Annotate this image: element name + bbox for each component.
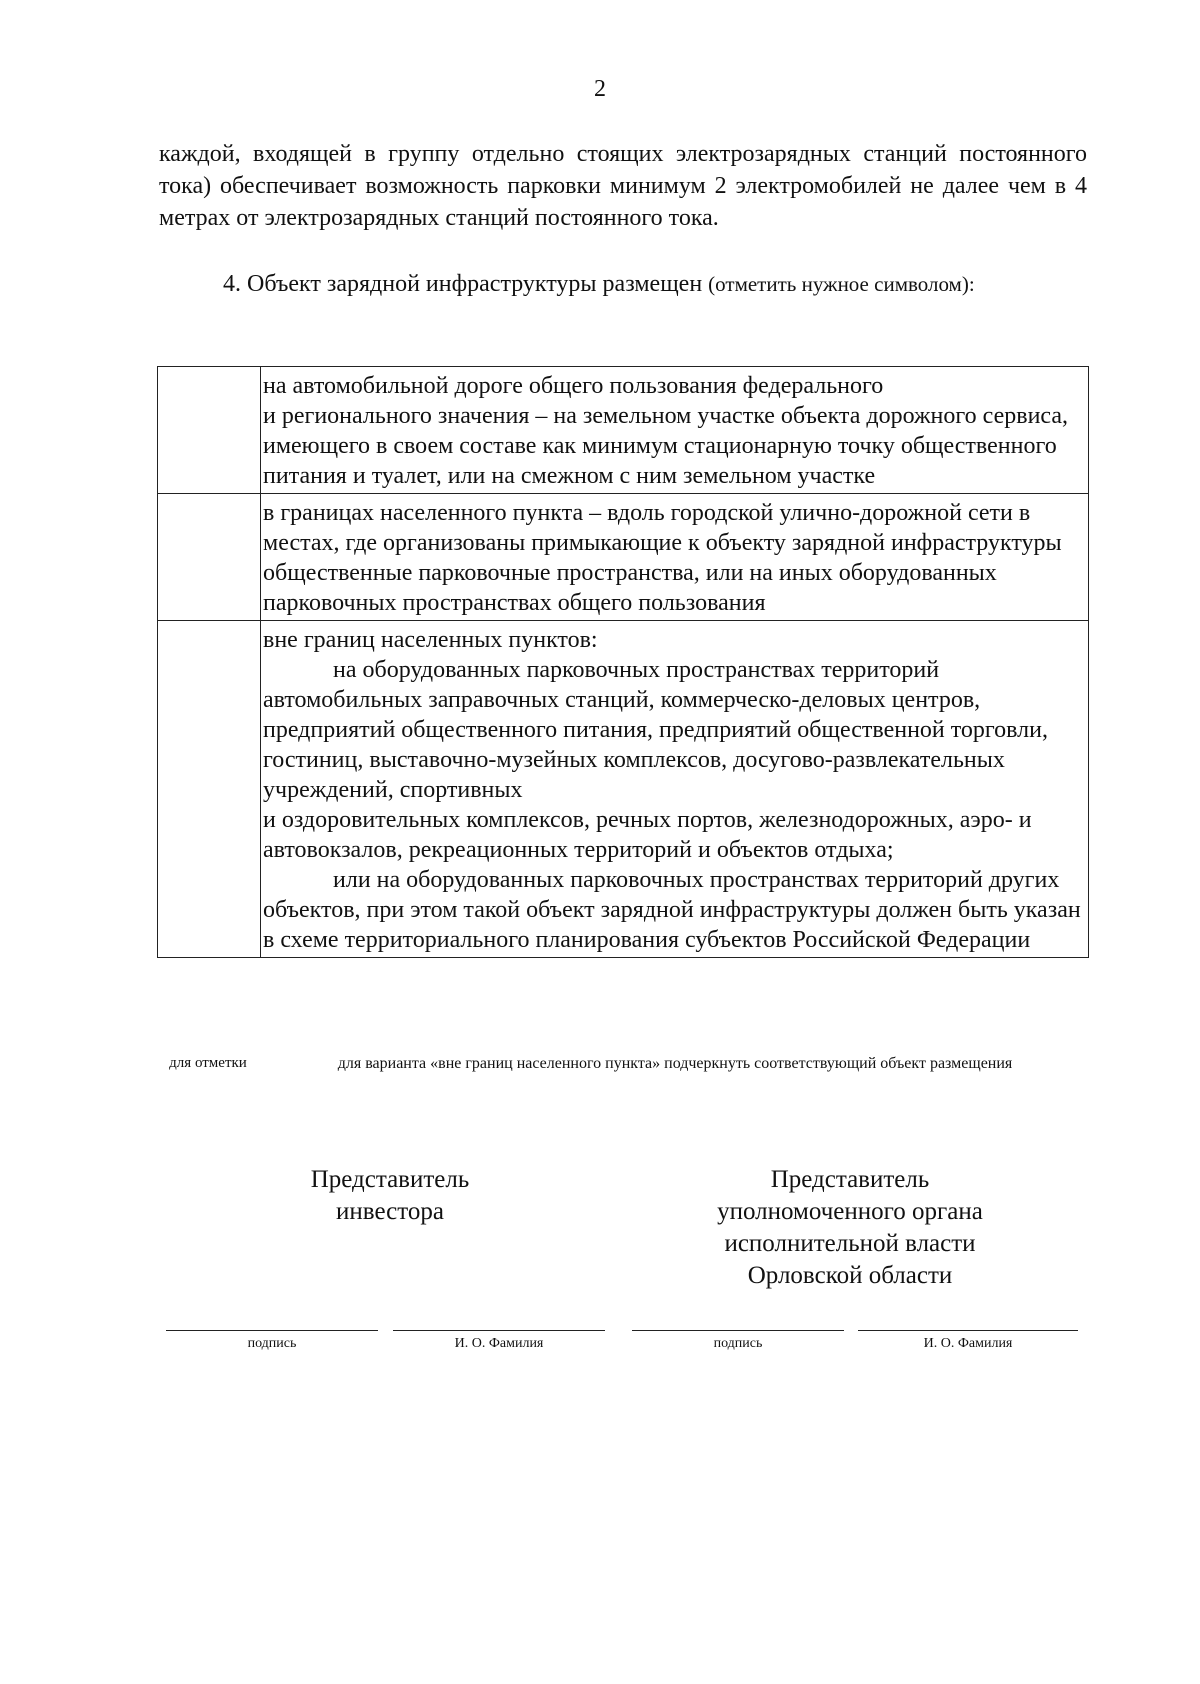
option-outside-settlement-heading: вне границ населенных пунктов: — [263, 627, 598, 653]
option-text-cell — [261, 621, 1089, 958]
option-federal-road: на автомобильной дороге общего пользования федерального и регионального значения – на земельном участке объекта дорожного сервиса, имеющего в своем составе как минимум стационарную точку общественного питания и туалет, или на смежном с ним земельном участке — [263, 373, 1069, 489]
page-number: 2 — [594, 76, 606, 102]
authority-name-line[interactable] — [858, 1330, 1078, 1331]
authority-line-3: исполнительной власти — [724, 1230, 976, 1257]
option-within-settlement: в границах населенного пункта – вдоль городской улично-дорожной сети в местах, где организованы примыкающие к объекту зарядной инфраструктуры общественные парковочные пространства, или на иных оборудованных парковочных пространствах общего пользования — [263, 500, 1062, 616]
option-outside-settlement-para-1: на оборудованных парковочных пространствах территорий автомобильных заправочных станций, коммерческо-деловых центров, предприятий общественного питания, предприятий общественной торговли, гостиниц, выставочно-музейных комплексов, досугово-развлекательных учреждений, спортивных и оздоровительных комплексов, речных портов, железнодорожных, аэро- и автовокзалов, рекреационных территорий и объектов отдыха; — [263, 657, 1049, 863]
authority-representative — [660, 1164, 1040, 1292]
investor-signature-caption: подпись — [247, 1336, 297, 1351]
option-mark-cell-3[interactable] — [158, 621, 261, 958]
mark-column-note: для отметки — [169, 1055, 247, 1071]
option-mark-cell-1[interactable] — [158, 367, 261, 494]
authority-signature-caption: подпись — [713, 1336, 763, 1351]
authority-signature-line[interactable] — [632, 1330, 844, 1331]
authority-line-4: Орловской области — [747, 1262, 953, 1289]
investor-name-caption: И. О. Фамилия — [454, 1336, 544, 1351]
investor-line-2: инвестора — [336, 1198, 444, 1225]
option-row — [158, 367, 1089, 494]
investor-signature-line[interactable] — [166, 1330, 378, 1331]
authority-line-2: уполномоченного органа — [717, 1198, 983, 1225]
intro-paragraph: каждой, входящей в группу отдельно стоящих электрозарядных станций постоянного тока) обеспечивает возможность парковки минимум 2 электромобилей не далее чем в 4 метрах от электрозарядных станций постоянного тока. — [159, 141, 1087, 231]
investor-name-line[interactable] — [393, 1330, 605, 1331]
section-4-paragraph — [159, 268, 1087, 300]
option-row — [158, 621, 1089, 958]
placement-options-table — [157, 366, 1089, 958]
option-outside-settlement-para-2: или на оборудованных парковочных пространствах территорий других объектов, при этом такой объект зарядной инфраструктуры должен быть указан в схеме территориального планирования субъектов Российской Федерации — [263, 867, 1081, 953]
option-mark-cell-2[interactable] — [158, 494, 261, 621]
authority-line-1: Представитель — [770, 1166, 930, 1193]
authority-name-caption: И. О. Фамилия — [923, 1336, 1013, 1351]
option-text-cell — [261, 494, 1089, 621]
investor-representative — [280, 1164, 500, 1228]
section-4-text: 4. Объект зарядной инфраструктуры размещен — [223, 271, 709, 297]
variant-note: для варианта «вне границ населенного пункта» подчеркнуть соответствующий объект размещения — [337, 1055, 1013, 1072]
investor-line-1: Представитель — [310, 1166, 470, 1193]
section-4-note: (отметить нужное символом): — [708, 272, 975, 296]
option-row — [158, 494, 1089, 621]
option-text-cell — [261, 367, 1089, 494]
